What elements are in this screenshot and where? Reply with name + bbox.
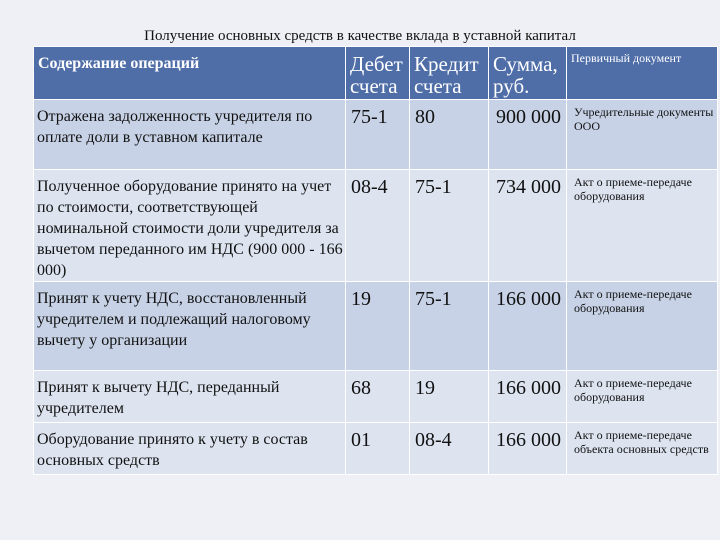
header-debit-line2: счета [350, 74, 398, 98]
document-cell: Акт о приеме-передаче оборудования [574, 287, 692, 315]
table-header-row [34, 47, 718, 100]
operation-cell: Оборудование принято к учету в состав основных средств [37, 431, 308, 469]
header-debit [346, 47, 410, 100]
header-operations-label: Содержание операций [38, 55, 200, 72]
debit-cell: 08-4 [351, 176, 388, 198]
sum-cell: 166 000 [496, 429, 561, 451]
header-credit-line1: Кредит [414, 52, 479, 76]
header-sum-line1: Сумма, [493, 52, 558, 76]
header-document [567, 47, 718, 100]
table-row [34, 371, 718, 423]
document-cell: Учредительные документы ООО [574, 105, 714, 133]
operation-cell: Принят к учету НДС, восстановленный учредителем и подлежащий налоговому вычету у организации [37, 290, 311, 349]
table-caption: Получение основных средств в качестве вклада в уставной капитал [144, 28, 576, 44]
header-operations [34, 47, 346, 100]
credit-cell: 80 [415, 106, 435, 128]
header-sum-line2: руб. [493, 74, 530, 98]
document-cell: Акт о приеме-передаче оборудования [574, 376, 692, 404]
debit-cell: 19 [351, 288, 371, 310]
sum-cell: 734 000 [496, 176, 561, 198]
header-credit-line2: счета [414, 74, 462, 98]
debit-cell: 75-1 [351, 106, 388, 128]
table-row [34, 282, 718, 371]
operation-cell: Отражена задолженность учредителя по оплате доли в уставном капитале [37, 108, 313, 146]
header-sum [489, 47, 567, 100]
sum-cell: 166 000 [496, 288, 561, 310]
table-row [34, 170, 718, 282]
table-row [34, 423, 718, 475]
credit-cell: 19 [415, 377, 435, 399]
operation-cell: Принят к вычету НДС, переданный учредителем [37, 379, 280, 417]
credit-cell: 08-4 [415, 429, 452, 451]
debit-cell: 01 [351, 429, 371, 451]
header-debit-line1: Дебет [350, 52, 403, 76]
credit-cell: 75-1 [415, 176, 452, 198]
sum-cell: 166 000 [496, 377, 561, 399]
header-document-label: Первичный документ [571, 51, 682, 65]
document-cell: Акт о приеме-передаче объекта основных средств [574, 428, 709, 456]
credit-cell: 75-1 [415, 288, 452, 310]
operations-table [33, 46, 718, 475]
document-cell: Акт о приеме-передаче оборудования [574, 175, 692, 203]
sum-cell: 900 000 [496, 106, 561, 128]
table-row [34, 100, 718, 170]
debit-cell: 68 [351, 377, 371, 399]
operation-cell: Полученное оборудование принято на учет по стоимости, соответствующей номинальной стоимости доли учредителя за вычетом переданного им НДС (900 000 - 166 000) [37, 178, 343, 279]
header-credit [410, 47, 489, 100]
